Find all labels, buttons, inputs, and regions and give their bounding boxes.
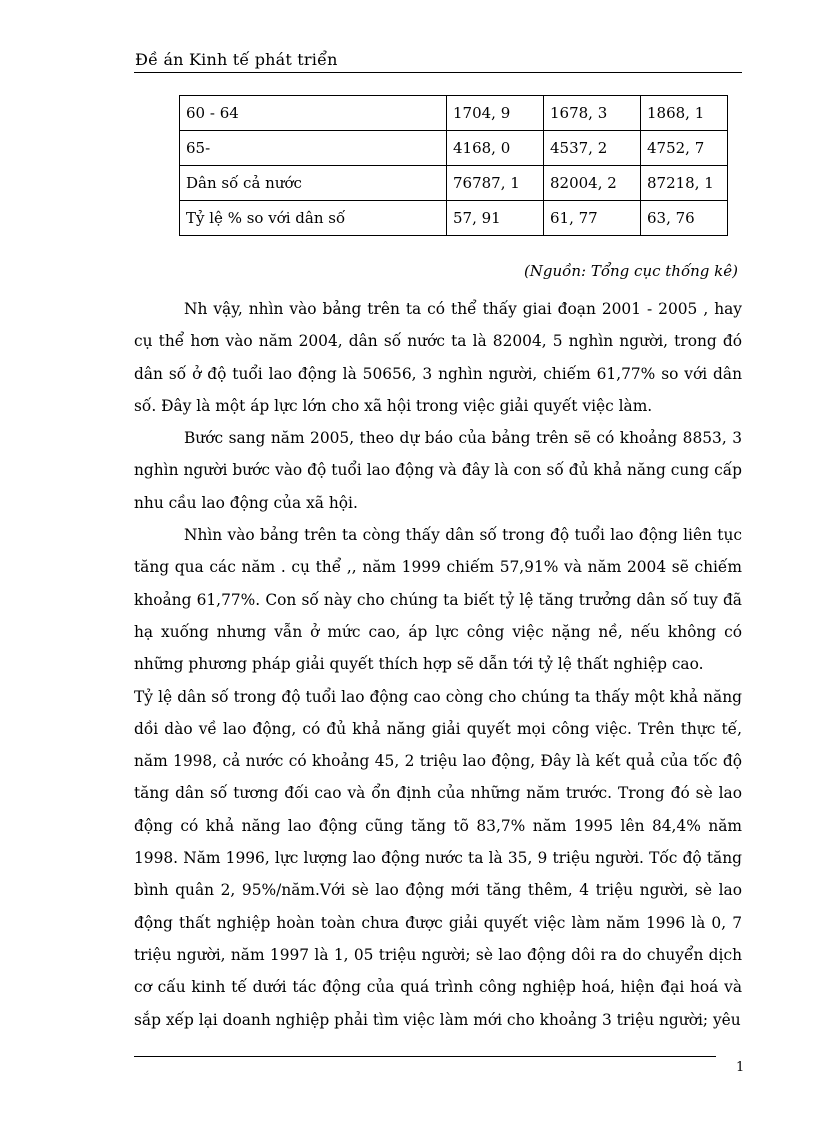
body-text: [134, 293, 742, 1036]
paragraph: Nhìn vào bảng trên ta còng thấy dân số trong độ tuổi lao động liên tục tăng qua các năm . cụ thể ,, năm 1999 chiếm 57,91% và năm 2004 sẽ chiếm khoảng 61,77%. Con số này cho chúng ta biết tỷ lệ tăng trưởng dân số tuy đã hạ xuống nhưng vẫn ở mức cao, áp lực công việc nặng nề, nếu không có những phương pháp giải quyết thích hợp sẽ dẫn tới tỷ lệ thất nghiệp cao.: [134, 526, 742, 674]
paragraph: Nh vậy, nhìn vào bảng trên ta có thể thấy giai đoạn 2001 - 2005 , hay cụ thể hơn vào năm 2004, dân số nước ta là 82004, 5 nghìn người, trong đó dân số ở độ tuổi lao động là 50656, 3 nghìn người, chiếm 61,77% so với dân số. Đây là một áp lực lớn cho xã hội trong việc giải quyết việc làm.: [134, 300, 742, 415]
table-row: [180, 201, 728, 236]
table-cell: 63, 76: [641, 201, 728, 236]
table-cell: 60 - 64: [180, 96, 447, 131]
table-cell: 82004, 2: [544, 166, 641, 201]
header-divider: [134, 72, 742, 73]
footer-divider: [134, 1056, 716, 1057]
table-cell: Dân số cả nước: [180, 166, 447, 201]
table-row: [180, 131, 728, 166]
population-table: [179, 95, 728, 236]
table-cell: 87218, 1: [641, 166, 728, 201]
paragraph: Bước sang năm 2005, theo dự báo của bảng trên sẽ có khoảng 8853, 3 nghìn người bước vào độ tuổi lao động và đây là con số đủ khả năng cung cấp nhu cầu lao động của xã hội.: [134, 429, 742, 512]
table-cell: 61, 77: [544, 201, 641, 236]
table-cell: 1704, 9: [447, 96, 544, 131]
document-header-title: Đề án Kinh tế phát triển: [135, 50, 338, 69]
table-cell: 1868, 1: [641, 96, 728, 131]
paragraph: Tỷ lệ dân số trong độ tuổi lao động cao còng cho chúng ta thấy một khả năng dồi dào về lao động, có đủ khả năng giải quyết mọi công việc. Trên thực tế, năm 1998, cả nước có khoảng 45, 2 triệu lao động, Đây là kết quả của tốc độ tăng dân số tương đối cao và ổn định của những năm trước. Trong đó sè lao động có khả năng lao động cũng tăng tõ 83,7% năm 1995 lên 84,4% năm 1998. Năm 1996, lực lượng lao động nước ta là 35, 9 triệu người. Tốc độ tăng bình quân 2, 95%/năm.Với sè lao động mới tăng thêm, 4 triệu người, sè lao động thất nghiệp hoàn toàn chưa được giải quyết việc làm năm 1996 là 0, 7 triệu người, năm 1997 là 1, 05 triệu người; sè lao động dôi ra do chuyển dịch cơ cấu kinh tế dưới tác động của quá trình công nghiệp hoá, hiện đại hoá và sắp xếp lại doanh nghiệp phải tìm việc làm mới cho khoảng 3 triệu người; yêu: [134, 687, 742, 1029]
table-cell: 65-: [180, 131, 447, 166]
table-cell: 76787, 1: [447, 166, 544, 201]
page-number: 1: [736, 1060, 745, 1075]
table-cell: 4168, 0: [447, 131, 544, 166]
table-cell: 1678, 3: [544, 96, 641, 131]
table-row: [180, 96, 728, 131]
table-row: [180, 166, 728, 201]
table-cell: 4752, 7: [641, 131, 728, 166]
table-cell: 57, 91: [447, 201, 544, 236]
table-cell: Tỷ lệ % so với dân số: [180, 201, 447, 236]
table-cell: 4537, 2: [544, 131, 641, 166]
table-source-note: (Nguồn: Tổng cục thống kê): [523, 262, 738, 280]
